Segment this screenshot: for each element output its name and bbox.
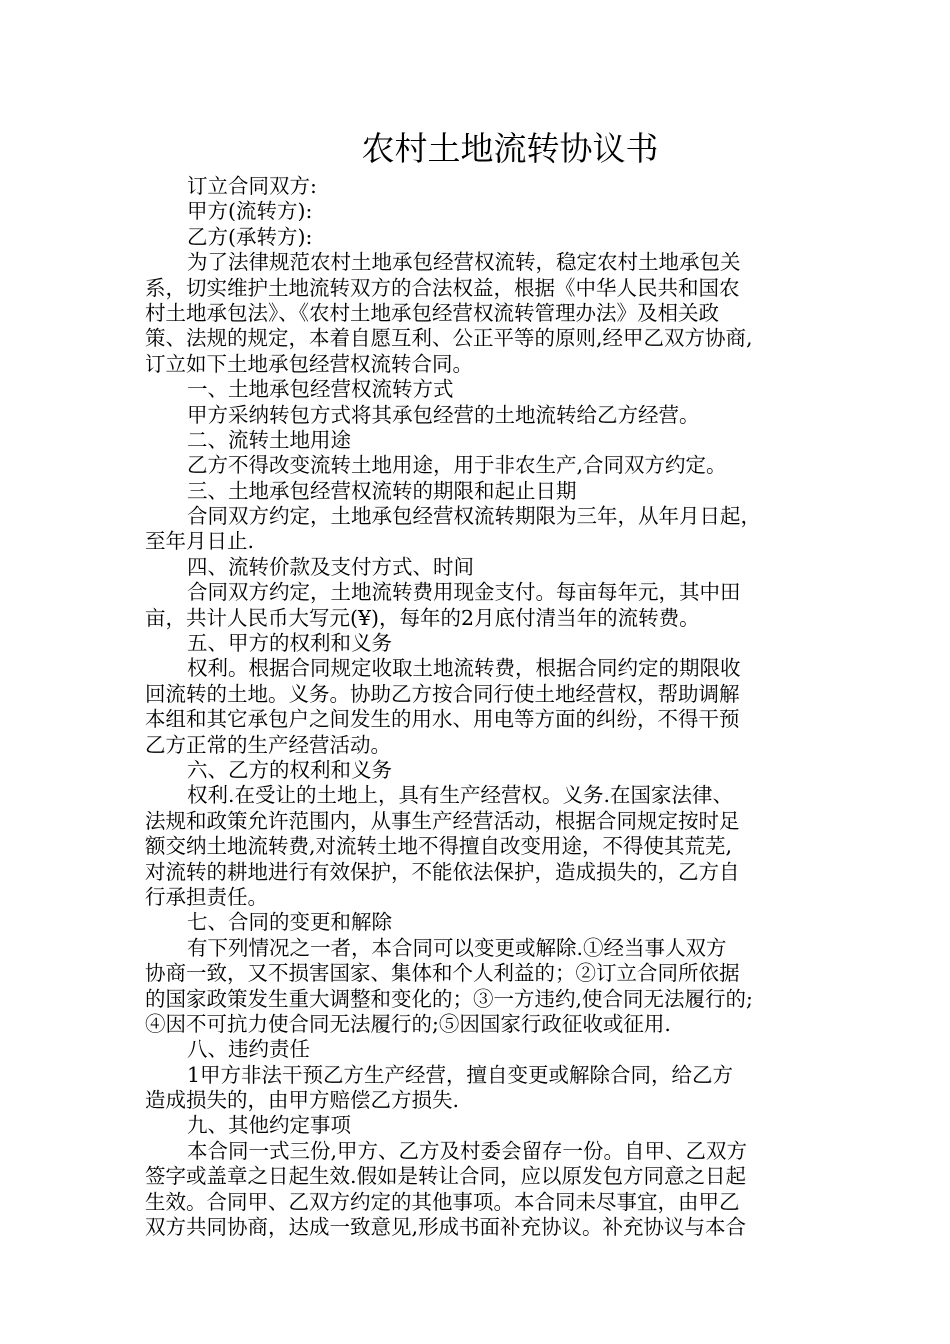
section-heading: 二、流转土地用途 bbox=[187, 427, 351, 452]
text-line: 乙方不得改变流转土地用途，用于非农生产,合同双方约定。 bbox=[187, 453, 727, 478]
section-heading: 四、流转价款及支付方式、时间 bbox=[187, 554, 474, 579]
text-line: 策、法规的规定，本着自愿互利、公正平等的原则,经甲乙双方协商, bbox=[145, 326, 753, 351]
text-line: 行承担责任。 bbox=[145, 884, 268, 909]
text-line: 的国家政策发生重大调整和变化的；③一方违约,使合同无法履行的; bbox=[145, 986, 753, 1011]
section-heading: 六、乙方的权利和义务 bbox=[187, 757, 392, 782]
text-line: 为了法律规范农村土地承包经营权流转，稳定农村土地承包关 bbox=[187, 250, 741, 275]
text-line: 至年月日止. bbox=[145, 529, 255, 554]
text-line: 生效。合同甲、乙双方约定的其他事项。本合同未尽事宜，由甲乙 bbox=[145, 1189, 740, 1214]
document-body bbox=[145, 174, 813, 1240]
text-line: 对流转的耕地进行有效保护，不能依法保护，造成损失的，乙方自 bbox=[145, 859, 740, 884]
text-line: 双方共同协商，达成一致意见,形成书面补充协议。补充协议与本合 bbox=[145, 1215, 747, 1240]
text-line: 签字或盖章之日起生效.假如是转让合同，应以原发包方同意之日起 bbox=[145, 1164, 747, 1189]
section-heading: 一、土地承包经营权流转方式 bbox=[187, 377, 454, 402]
text-line: 亩，共计人民币大写元(¥)，每年的2月底付清当年的流转费。 bbox=[145, 605, 700, 630]
text-line: 村土地承包法》、《农村土地承包经营权流转管理办法》及相关政 bbox=[145, 300, 719, 325]
section-heading: 七、合同的变更和解除 bbox=[187, 910, 392, 935]
text-line: 本组和其它承包户之间发生的用水、用电等方面的纠纷，不得干预 bbox=[145, 707, 740, 732]
text-line: 订立如下土地承包经营权流转合同。 bbox=[145, 351, 473, 376]
document-title: 农村土地流转协议书 bbox=[361, 129, 659, 168]
text-line: 甲方采纳转包方式将其承包经营的土地流转给乙方经营。 bbox=[187, 402, 700, 427]
text-line: 系，切实维护土地流转双方的合法权益，根据《中华人民共和国农 bbox=[145, 275, 740, 300]
text-line: 1甲方非法干预乙方生产经营，擅自变更或解除合同，给乙方 bbox=[187, 1062, 734, 1087]
text-line: 造成损失的，由甲方赔偿乙方损失. bbox=[145, 1088, 460, 1113]
text-line: 法规和政策允许范围内，从事生产经营活动，根据合同规定按时足 bbox=[145, 808, 740, 833]
text-line: 权利.在受让的土地上，具有生产经营权。义务.在国家法律、 bbox=[187, 783, 734, 808]
text-line: 合同双方约定，土地承包经营权流转期限为三年，从年月日起， bbox=[187, 504, 761, 529]
text-line: ④因不可抗力使合同无法履行的;⑤因国家行政征收或征用. bbox=[145, 1011, 671, 1036]
text-line: 订立合同双方: bbox=[187, 174, 317, 198]
text-line: 回流转的土地。义务。协助乙方按合同行使土地经营权，帮助调解 bbox=[145, 681, 740, 706]
text-line: 乙方(承转方): bbox=[187, 224, 313, 249]
section-heading: 九、其他约定事项 bbox=[187, 1113, 351, 1138]
text-line: 有下列情况之一者，本合同可以变更或解除.①经当事人双方 bbox=[187, 935, 727, 960]
text-line: 协商一致，又不损害国家、集体和个人利益的；②订立合同所依据 bbox=[145, 961, 740, 986]
text-line: 额交纳土地流转费,对流转土地不得擅自改变用途，不得使其荒芜, bbox=[145, 834, 733, 859]
text-line: 合同双方约定，土地流转费用现金支付。每亩每年元，其中田 bbox=[187, 580, 741, 605]
text-line: 权利。根据合同规定收取土地流转费，根据合同约定的期限收 bbox=[187, 656, 741, 681]
text-line: 本合同一式三份,甲方、乙方及村委会留存一份。自甲、乙双方 bbox=[187, 1138, 748, 1163]
section-heading: 八、违约责任 bbox=[187, 1037, 310, 1062]
text-line: 甲方(流转方): bbox=[187, 199, 313, 224]
text-line: 乙方正常的生产经营活动。 bbox=[145, 732, 391, 757]
section-heading: 三、土地承包经营权流转的期限和起止日期 bbox=[187, 478, 577, 503]
section-heading: 五、甲方的权利和义务 bbox=[187, 631, 392, 656]
